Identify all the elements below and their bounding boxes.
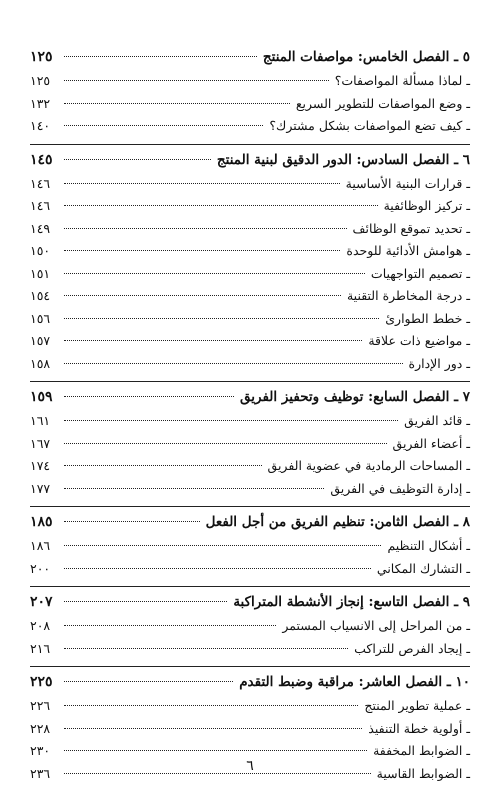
chapter-divider — [30, 381, 470, 382]
dot-leader — [64, 750, 367, 751]
toc-entry-page: ٢١٦ — [30, 640, 51, 656]
toc-entry — [30, 240, 470, 263]
toc-entry-title: ـ كيف تضع المواصفات بشكل مشترك؟ — [269, 118, 470, 133]
dot-leader — [64, 488, 324, 489]
toc-entry-title: ـ مواضيع ذات علاقة — [368, 333, 470, 348]
toc-entry — [30, 218, 470, 241]
toc-entry — [30, 263, 470, 286]
chapter-heading — [30, 147, 470, 173]
dot-leader — [64, 648, 348, 649]
toc-entry — [30, 195, 470, 218]
toc-entry — [30, 615, 470, 638]
chapter-section — [30, 144, 470, 376]
dot-leader — [64, 545, 381, 546]
dot-leader — [64, 363, 403, 364]
chapter-divider — [30, 144, 470, 145]
chapter-heading-title: ٩ ـ الفصل التاسع: إنجاز الأنشطة المتراكبة — [233, 594, 470, 610]
toc-entry — [30, 93, 470, 116]
toc-entry-title: ـ قائد الفريق — [404, 413, 470, 428]
dot-leader — [64, 396, 234, 397]
toc-entry — [30, 695, 470, 718]
chapter-divider — [30, 666, 470, 667]
toc-entry — [30, 70, 470, 93]
toc-entry-page: ١٥٦ — [30, 310, 51, 326]
dot-leader — [64, 465, 262, 466]
toc-entry-title: ـ تصميم التواجهيات — [370, 265, 470, 281]
toc-entry-title: ـ خطط الطوارئ — [385, 310, 470, 326]
chapter-heading-title: ٧ ـ الفصل السابع: توظيف وتحفيز الفريق — [239, 389, 470, 405]
dot-leader — [64, 295, 341, 296]
toc-entry-title: ـ إيجاد الفرص للتراكب — [354, 640, 470, 656]
dot-leader — [64, 318, 379, 319]
toc-entry-title: ـ عملية تطوير المنتج — [364, 698, 470, 713]
dot-leader — [64, 103, 290, 104]
chapter-heading-title: ٦ ـ الفصل السادس: الدور الدقيق لبنية المنتج — [216, 151, 470, 168]
chapter-section — [30, 44, 470, 138]
chapter-section — [30, 381, 470, 500]
toc-entry-page: ١٥٧ — [30, 333, 51, 348]
chapter-heading-page: ١٥٩ — [30, 389, 53, 405]
toc-entry-title: ـ أولوية خطة التنفيذ — [368, 720, 470, 736]
toc-entry — [30, 455, 470, 478]
dot-leader — [64, 273, 365, 274]
chapter-heading — [30, 384, 470, 410]
toc-entry — [30, 330, 470, 353]
toc-entry-page: ١٤٦ — [30, 198, 51, 213]
toc-entry-title: ـ أشكال التنظيم — [387, 538, 470, 553]
toc-entry-page: ١٨٦ — [30, 538, 51, 553]
toc-entry-title: ـ تركيز الوظائفية — [383, 198, 470, 213]
chapter-section — [30, 506, 470, 580]
toc-entry — [30, 718, 470, 741]
toc-entry-title: ـ لماذا مسألة المواصفات؟ — [334, 73, 470, 88]
toc-entry — [30, 173, 470, 196]
chapter-heading-title: ٥ ـ الفصل الخامس: مواصفات المنتج — [262, 49, 470, 65]
dot-leader — [64, 183, 340, 184]
chapter-divider — [30, 586, 470, 587]
toc-entry — [30, 308, 470, 331]
toc-entry-title: ـ الضوابط القاسية — [376, 765, 470, 781]
toc-entry-title: ـ الضوابط المخففة — [373, 743, 470, 758]
toc-entry-page: ٢٣٦ — [30, 765, 51, 781]
toc-entry-title: ـ وضع المواصفات للتطوير السريع — [295, 95, 470, 111]
table-of-contents — [30, 44, 470, 785]
toc-entry-page: ١٣٢ — [30, 95, 51, 111]
toc-entry-title: ـ أعضاء الفريق — [392, 435, 470, 451]
toc-entry-page: ١٤٠ — [30, 118, 51, 133]
toc-entry-title: ـ المساحات الرمادية في عضوية الفريق — [267, 458, 470, 473]
toc-entry — [30, 535, 470, 558]
toc-entry-page: ٢٠٠ — [30, 560, 51, 576]
chapter-heading — [30, 669, 470, 695]
toc-entry-title: ـ إدارة التوظيف في الفريق — [330, 480, 470, 496]
chapter-heading-page: ١٤٥ — [30, 151, 53, 168]
dot-leader — [64, 125, 263, 126]
toc-entry-page: ٢٠٨ — [30, 618, 51, 633]
toc-entry-page: ١٥٤ — [30, 288, 51, 303]
chapter-heading — [30, 509, 470, 535]
toc-entry-title: ـ هوامش الأدائية للوحدة — [346, 243, 470, 258]
chapter-divider — [30, 506, 470, 507]
toc-entry-title: ـ تحديد تموقع الوظائف — [352, 220, 470, 236]
toc-entry-title: ـ درجة المخاطرة التقنية — [346, 288, 470, 303]
dot-leader — [64, 705, 358, 706]
toc-entry-page: ١٤٦ — [30, 175, 51, 191]
toc-entry-page: ١٦٧ — [30, 435, 51, 451]
chapter-heading-page: ١٢٥ — [30, 49, 53, 65]
chapter-heading — [30, 589, 470, 615]
toc-entry-title: ـ التشارك المكاني — [376, 560, 470, 576]
dot-leader — [64, 56, 257, 57]
toc-entry-page: ٢٣٠ — [30, 743, 51, 758]
toc-entry — [30, 353, 470, 376]
toc-entry-title: ـ قرارات البنية الأساسية — [345, 175, 470, 191]
chapter-heading-title: ١٠ ـ الفصل العاشر: مراقبة وضبط التقدم — [239, 674, 470, 690]
dot-leader — [64, 420, 398, 421]
dot-leader — [64, 568, 371, 569]
dot-leader — [64, 728, 362, 729]
toc-entry-page: ١٧٤ — [30, 458, 51, 473]
dot-leader — [64, 228, 347, 229]
toc-entry-page: ٢٢٦ — [30, 698, 51, 713]
dot-leader — [64, 521, 200, 522]
dot-leader — [64, 80, 329, 81]
toc-entry-title: ـ من المراحل إلى الانسياب المستمر — [282, 618, 470, 633]
dot-leader — [64, 340, 362, 341]
toc-entry — [30, 433, 470, 456]
dot-leader — [64, 250, 340, 251]
toc-entry-page: ١٥١ — [30, 265, 51, 281]
toc-entry-page: ١٧٧ — [30, 480, 51, 496]
dot-leader — [64, 601, 227, 602]
dot-leader — [64, 681, 233, 682]
toc-entry — [30, 285, 470, 308]
toc-entry-page: ١٥٨ — [30, 355, 51, 371]
dot-leader — [64, 443, 387, 444]
chapter-heading-page: ٢٢٥ — [30, 674, 53, 690]
toc-entry-title: ـ دور الإدارة — [408, 355, 470, 371]
toc-entry — [30, 410, 470, 433]
toc-entry-page: ١٤٩ — [30, 220, 51, 236]
toc-entry-page: ١٦١ — [30, 413, 51, 428]
toc-entry — [30, 558, 470, 581]
chapter-heading-page: ١٨٥ — [30, 514, 53, 530]
dot-leader — [64, 625, 276, 626]
page-number: ٦ — [246, 758, 254, 774]
toc-entry — [30, 638, 470, 661]
toc-entry-page: ٢٢٨ — [30, 720, 51, 736]
chapter-section — [30, 586, 470, 660]
toc-entry-page: ١٥٠ — [30, 243, 51, 258]
dot-leader — [64, 205, 378, 206]
chapter-heading-page: ٢٠٧ — [30, 594, 53, 610]
toc-entry-page: ١٢٥ — [30, 73, 51, 88]
chapter-heading-title: ٨ ـ الفصل الثامن: تنظيم الفريق من أجل الفعل — [205, 514, 470, 530]
dot-leader — [64, 159, 211, 160]
chapter-heading — [30, 44, 470, 70]
toc-entry — [30, 115, 470, 138]
toc-entry — [30, 478, 470, 501]
